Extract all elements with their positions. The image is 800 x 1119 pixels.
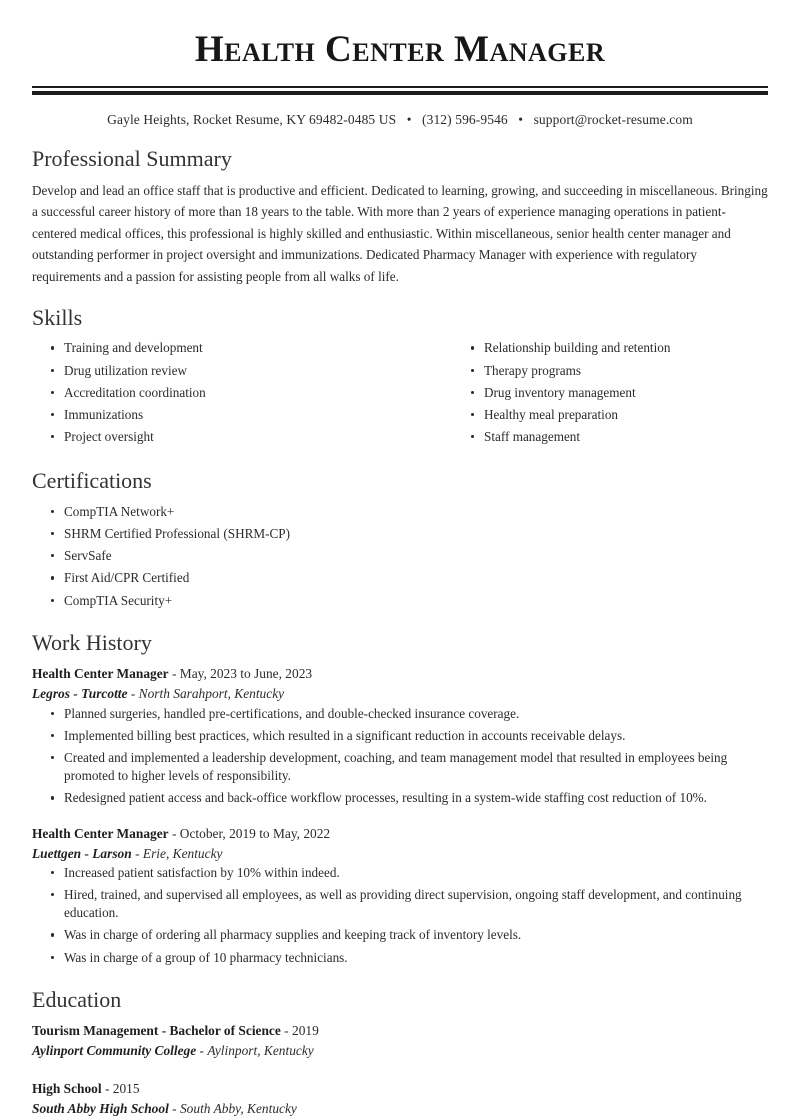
job-company: Legros - Turcotte bbox=[32, 686, 128, 702]
job-company-dash: - bbox=[135, 845, 140, 861]
list-item: Created and implemented a leadership development, coaching, and team management model that resulted in employees being promoted to higher levels of responsibility. bbox=[32, 749, 768, 785]
section-professional-summary bbox=[32, 146, 768, 287]
education-degree-dash: - bbox=[284, 1023, 289, 1039]
list-item: Implemented billing best practices, which resulted in a significant reduction in accounts receivable delays. bbox=[32, 727, 768, 745]
section-education bbox=[32, 987, 768, 1119]
section-heading-certifications: Certifications bbox=[32, 468, 152, 494]
skills-column-right bbox=[400, 339, 768, 450]
job-title: Health Center Manager bbox=[32, 825, 169, 841]
education-school: Aylinport Community College bbox=[32, 1043, 197, 1059]
education-location: South Abby, Kentucky bbox=[179, 1100, 297, 1116]
education-year: 2019 bbox=[292, 1023, 319, 1039]
list-item: Relationship building and retention bbox=[452, 339, 768, 357]
list-item: Hired, trained, and supervised all employees, as well as providing direct supervision, ongoing staff development, and continuing education. bbox=[32, 886, 768, 922]
work-history-entry bbox=[32, 664, 768, 807]
education-degree: High School bbox=[32, 1080, 102, 1096]
job-title-line bbox=[32, 664, 768, 684]
job-location: North Sarahport, Kentucky bbox=[138, 686, 285, 702]
list-item: Healthy meal preparation bbox=[452, 406, 768, 424]
job-title: Health Center Manager bbox=[32, 666, 169, 682]
job-dates: October, 2019 to May, 2022 bbox=[179, 825, 331, 841]
divider-line-thick bbox=[32, 91, 768, 95]
section-heading-skills: Skills bbox=[32, 304, 83, 330]
list-item: Drug inventory management bbox=[452, 384, 768, 402]
education-school-line bbox=[32, 1041, 768, 1061]
skills-list-right bbox=[452, 339, 768, 446]
job-company-dash: - bbox=[130, 686, 136, 702]
list-item: CompTIA Network+ bbox=[32, 503, 768, 521]
section-certifications bbox=[32, 468, 768, 609]
education-school-dash: - bbox=[199, 1043, 205, 1059]
education-degree-line bbox=[32, 1021, 768, 1041]
job-company-line bbox=[32, 684, 768, 704]
work-history-entry bbox=[32, 824, 768, 967]
job-title-dash: - bbox=[171, 666, 177, 682]
section-heading-summary: Professional Summary bbox=[32, 145, 232, 171]
list-item: ServSafe bbox=[32, 547, 768, 565]
certifications-list bbox=[32, 503, 768, 610]
job-dates: May, 2023 to June, 2023 bbox=[179, 666, 313, 682]
list-item: Drug utilization review bbox=[32, 362, 400, 380]
education-degree-line bbox=[32, 1079, 768, 1099]
header-divider bbox=[32, 86, 768, 95]
skills-list-left bbox=[32, 339, 400, 446]
job-title-line bbox=[32, 824, 768, 844]
summary-paragraph: Develop and lead an office staff that is productive and efficient. Dedicated to learning, growing, and succeeding in miscellaneous. Bringing a successful career history of more than 18 years to the table. With more than 2 years of experience managing operations in patient-centered medical offices, this professional is highly skilled and enthusiastic. Within miscellaneous, senior health center manager and outstanding performer in project oversight and immunizations. Dedicated Pharmacy Manager with experience with regulatory requirements and a passion for assisting people from all walks of life. bbox=[32, 183, 768, 284]
section-heading-work-history: Work History bbox=[32, 629, 152, 655]
list-item: Immunizations bbox=[32, 406, 400, 424]
list-item: Project oversight bbox=[32, 428, 400, 446]
contact-phone: (312) 596-9546 bbox=[422, 111, 508, 127]
education-year: 2015 bbox=[112, 1080, 140, 1096]
job-company: Luettgen - Larson bbox=[32, 845, 132, 861]
contact-email: support@rocket-resume.com bbox=[533, 111, 693, 127]
education-location: Aylinport, Kentucky bbox=[207, 1043, 314, 1059]
job-responsibilities-list bbox=[32, 864, 768, 967]
education-degree-dash: - bbox=[104, 1080, 110, 1096]
skills-columns bbox=[32, 339, 768, 450]
list-item: SHRM Certified Professional (SHRM-CP) bbox=[32, 525, 768, 543]
contact-address: Gayle Heights, Rocket Resume, KY 69482-0485 US bbox=[107, 111, 397, 127]
education-school-dash: - bbox=[172, 1100, 177, 1116]
education-degree: Tourism Management - Bachelor of Science bbox=[32, 1023, 281, 1039]
skills-column-left bbox=[32, 339, 400, 450]
section-heading-education: Education bbox=[32, 986, 122, 1012]
section-work-history bbox=[32, 630, 768, 967]
contact-separator-2: • bbox=[518, 111, 524, 127]
list-item: Was in charge of a group of 10 pharmacy technicians. bbox=[32, 949, 768, 967]
job-location: Erie, Kentucky bbox=[142, 845, 223, 861]
list-item: CompTIA Security+ bbox=[32, 592, 768, 610]
list-item: First Aid/CPR Certified bbox=[32, 569, 768, 587]
job-title-dash: - bbox=[171, 825, 177, 841]
education-entry bbox=[32, 1021, 768, 1061]
contact-separator-1: • bbox=[406, 111, 412, 127]
job-company-line bbox=[32, 844, 768, 864]
list-item: Was in charge of ordering all pharmacy supplies and keeping track of inventory levels. bbox=[32, 926, 768, 944]
list-item: Training and development bbox=[32, 339, 400, 357]
list-item: Staff management bbox=[452, 428, 768, 446]
education-school: South Abby High School bbox=[32, 1100, 169, 1116]
job-responsibilities-list bbox=[32, 705, 768, 808]
contact-info bbox=[32, 112, 768, 128]
list-item: Planned surgeries, handled pre-certifications, and double-checked insurance coverage. bbox=[32, 705, 768, 723]
list-item: Accreditation coordination bbox=[32, 384, 400, 402]
education-school-line bbox=[32, 1099, 768, 1119]
list-item: Increased patient satisfaction by 10% within indeed. bbox=[32, 864, 768, 882]
education-entry bbox=[32, 1079, 768, 1119]
section-skills bbox=[32, 305, 768, 450]
list-item: Therapy programs bbox=[452, 362, 768, 380]
page-title: Health Center Manager bbox=[194, 29, 606, 70]
list-item: Redesigned patient access and back-office workflow processes, resulting in a system-wide staffing cost reduction of 10%. bbox=[32, 789, 768, 807]
